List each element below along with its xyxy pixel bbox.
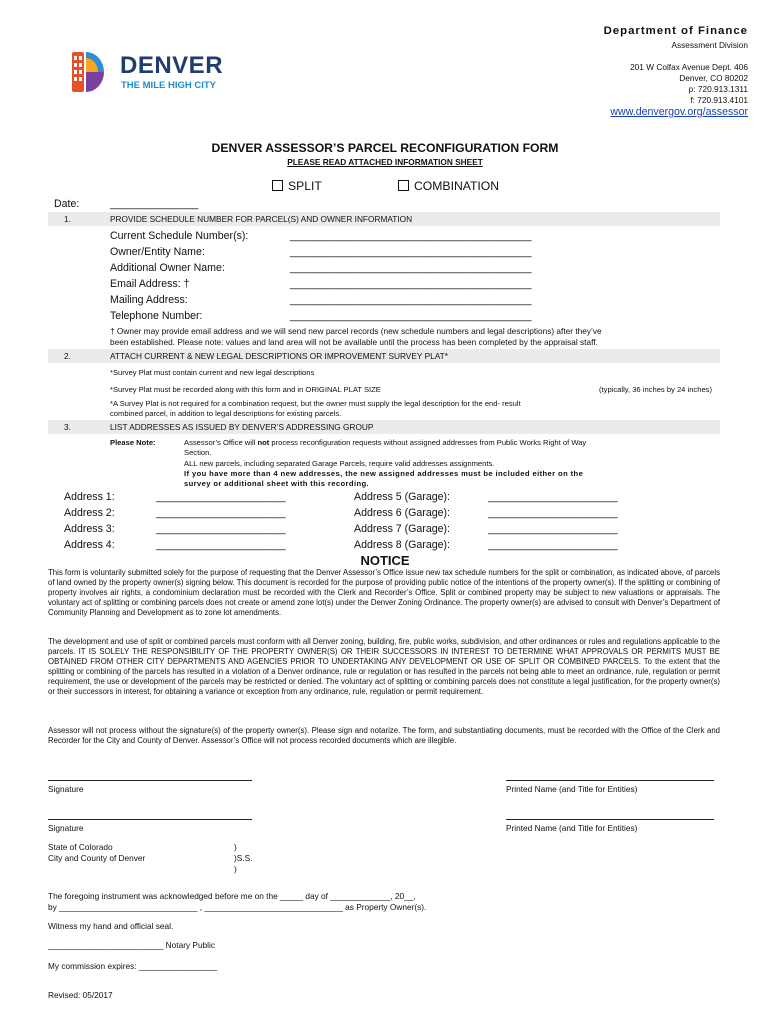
- owner-name-label: Owner/Entity Name:: [110, 246, 205, 258]
- address-note-line-2: Section.: [184, 448, 212, 457]
- mailing-address-field[interactable]: _________________________________________: [290, 294, 532, 306]
- section-2-number: 2.: [64, 351, 71, 361]
- division-name: Assessment Division: [671, 40, 748, 50]
- ss-label: )S.S.: [234, 853, 253, 863]
- split-checkbox-box[interactable]: [272, 180, 283, 191]
- address-note-1a: Assessor’s Office will: [184, 438, 258, 447]
- notice-title: NOTICE: [360, 553, 410, 568]
- commission-expires[interactable]: My commission expires: _________________: [48, 961, 218, 971]
- schedule-number-field[interactable]: _________________________________________: [290, 230, 532, 242]
- signature-label-1: Signature: [48, 784, 84, 794]
- revised-date: Revised: 05/2017: [48, 990, 113, 1000]
- notice-paragraph-1: This form is voluntarily submitted solely for the purpose of requesting that the Denver Assessor’s Office issue new tax schedule numbers for the split or combination, as indicated above, of parcels of land owned by the property owner(s) signing below. This document is recorded for the purpose of providing public notice of the intentions of the property owner(s). If the splitting or combining of property involves air rights, a condominium declaration must be recorded with the Clerk and Recorder’s Office. Split or combined property may be subject to new valuations or appraisals. The voluntary act of splitting or combining parcels does not create or amend zone lot(s) under the Denver Zoning Ordinance. The property owner(s) are advised to consult with Denver’s Department of Community Planning and Development as to zone lot amendments.: [48, 568, 720, 618]
- printed-name-line-1[interactable]: [506, 780, 714, 781]
- address-note-line-1: [184, 438, 586, 447]
- notice-paragraph-3: Assessor will not process without the signature(s) of the property owner(s). Please sign and notarize. The form, and substantiating documents, must be recorded with the Office of the Clerk and Recorder for the City and County of Denver. Assessor’s Office will not process recorded documents which are illegible.: [48, 726, 720, 746]
- date-label: Date:: [54, 198, 80, 210]
- section-2-title: ATTACH CURRENT & NEW LEGAL DESCRIPTIONS OR IMPROVEMENT SURVEY PLAT*: [110, 351, 448, 361]
- printed-name-label-1: Printed Name (and Title for Entities): [506, 784, 638, 794]
- email-note-line-1: † Owner may provide email address and we will send new parcel records (new schedule numbers and legal descriptions) after they’ve: [110, 326, 602, 336]
- address-2-label: Address 2:: [64, 507, 115, 519]
- signature-label-2: Signature: [48, 823, 84, 833]
- notice-paragraph-2: The development and use of split or combined parcels must conform with all Denver zoning, building, fire, public works, subdivision, and other ordinances or rules and regulations applicable to the parcels. IT IS SOLELY THE RESPONSIBILITY OF THE PROPERTY OWNER(S) OR THEIR SUCCESSORS IN INTEREST TO DETERMINE WHAT APPROVALS OR PERMITS MUST BE OBTAINED FROM OTHER CITY DEPARTMENTS AND AGENCIES PRIOR TO UNDERTAKING ANY DEVELOPMENT OR USE OF SPLIT OR COMBINED PARCELS. To the extent that the splitting or combining of the parcels has resulted in a violation of a Denver ordinance, rule or regulation or has resulted in the parcels not being able to meet an ordinance, rule, regulation or permit requirement, the use or development of the parcels may be restricted or denied. The voluntary act of splitting or combining parcels does not constitute a legal justification, for the property owner(s) or their successors in interest, for obtaining a variance or exception from any ordinance, rule, regulation or permit requirement.: [48, 637, 720, 697]
- county-label: City and County of Denver: [48, 853, 146, 863]
- address-8-field[interactable]: ______________________: [488, 539, 618, 551]
- combination-checkbox-box[interactable]: [398, 180, 409, 191]
- split-checkbox[interactable]: [272, 179, 322, 193]
- survey-note-1: *Survey Plat must contain current and new legal descriptions: [110, 368, 315, 377]
- denver-logo: [70, 48, 250, 96]
- form-subtitle: PLEASE READ ATTACHED INFORMATION SHEET: [287, 157, 483, 167]
- date-field[interactable]: _______________: [110, 198, 199, 210]
- telephone-label: Telephone Number:: [110, 310, 203, 322]
- address-1-field[interactable]: ______________________: [156, 491, 286, 503]
- denver-logo-mark: [70, 48, 106, 96]
- owner-name-field[interactable]: _________________________________________: [290, 246, 532, 258]
- split-label: SPLIT: [288, 179, 322, 193]
- website-link[interactable]: www.denvergov.org/assessor: [610, 106, 748, 118]
- combination-label: COMBINATION: [414, 179, 500, 193]
- additional-owner-label: Additional Owner Name:: [110, 262, 225, 274]
- witness-text: Witness my hand and official seal.: [48, 921, 174, 931]
- fax-number: f: 720.913.4101: [690, 95, 748, 105]
- paren-open: ): [234, 842, 237, 852]
- address-4-label: Address 4:: [64, 539, 115, 551]
- address-8-label: Address 8 (Garage):: [354, 539, 450, 551]
- address-6-label: Address 6 (Garage):: [354, 507, 450, 519]
- address-note-1b: not: [257, 438, 270, 447]
- address-note-line-4: If you have more than 4 new addresses, the new assigned addresses must be included either on the: [184, 469, 584, 478]
- address-5-field[interactable]: ______________________: [488, 491, 618, 503]
- survey-note-3a: *A Survey Plat is not required for a combination request, but the owner must supply the legal description for the end- result: [110, 399, 521, 408]
- printed-name-line-2[interactable]: [506, 819, 714, 820]
- paren-close: ): [234, 864, 237, 874]
- mailing-address-label: Mailing Address:: [110, 294, 188, 306]
- acknowledgment-line-2: by ______________________________ , ______________________________ as Property Owner(s).: [48, 902, 427, 912]
- printed-name-label-2: Printed Name (and Title for Entities): [506, 823, 638, 833]
- form-title: DENVER ASSESSOR’S PARCEL RECONFIGURATION FORM: [211, 141, 559, 155]
- address-note-line-5: survey or additional sheet with this recording.: [184, 479, 370, 488]
- email-label: Email Address: †: [110, 278, 190, 290]
- address-note-1c: process reconfiguration requests without assigned addresses from Public Works Right of Way: [269, 438, 587, 447]
- address-6-field[interactable]: ______________________: [488, 507, 618, 519]
- address-line-2: Denver, CO 80202: [679, 73, 748, 83]
- address-3-field[interactable]: ______________________: [156, 523, 286, 535]
- address-line-1: 201 W Colfax Avenue Dept. 406: [630, 62, 748, 72]
- address-4-field[interactable]: ______________________: [156, 539, 286, 551]
- section-3-title: LIST ADDRESSES AS ISSUED BY DENVER’S ADDRESSING GROUP: [110, 422, 374, 432]
- please-note-label: Please Note:: [110, 438, 156, 447]
- signature-line-2[interactable]: [48, 819, 252, 820]
- schedule-number-label: Current Schedule Number(s):: [110, 230, 249, 242]
- combination-checkbox[interactable]: [398, 179, 499, 193]
- logo-name: DENVER: [120, 52, 224, 79]
- address-7-field[interactable]: ______________________: [488, 523, 618, 535]
- email-field[interactable]: _________________________________________: [290, 278, 532, 290]
- logo-tagline: THE MILE HIGH CITY: [121, 80, 216, 91]
- address-3-label: Address 3:: [64, 523, 115, 535]
- signature-line-1[interactable]: [48, 780, 252, 781]
- address-5-label: Address 5 (Garage):: [354, 491, 450, 503]
- survey-size-note: (typically, 36 inches by 24 inches): [599, 385, 712, 394]
- address-note-line-3: ALL new parcels, including separated Garage Parcels, require valid addresses assignments.: [184, 459, 495, 468]
- address-2-field[interactable]: ______________________: [156, 507, 286, 519]
- state-label: State of Colorado: [48, 842, 113, 852]
- dept-name: Department of Finance: [603, 25, 748, 37]
- address-1-label: Address 1:: [64, 491, 115, 503]
- section-3-number: 3.: [64, 422, 71, 432]
- notary-public-line[interactable]: _________________________ Notary Public: [48, 940, 216, 950]
- telephone-field[interactable]: _________________________________________: [290, 310, 532, 322]
- acknowledgment-line-1: The foregoing instrument was acknowledged before me on the _____ day of _____________, 20__,: [48, 891, 416, 901]
- additional-owner-field[interactable]: _________________________________________: [290, 262, 532, 274]
- survey-note-2: *Survey Plat must be recorded along with this form and in ORIGINAL PLAT SIZE: [110, 385, 381, 394]
- address-7-label: Address 7 (Garage):: [354, 523, 450, 535]
- section-1-title: PROVIDE SCHEDULE NUMBER FOR PARCEL(S) AND OWNER INFORMATION: [110, 214, 413, 224]
- phone-number: p: 720.913.1311: [688, 84, 748, 94]
- section-1-number: 1.: [64, 214, 71, 224]
- survey-note-3b: combined parcel, in addition to legal descriptions for existing parcels.: [110, 409, 342, 418]
- email-note-line-2: been established. Please note: values and land area will not be available until the process has been completed by the appraisal staff.: [110, 337, 598, 347]
